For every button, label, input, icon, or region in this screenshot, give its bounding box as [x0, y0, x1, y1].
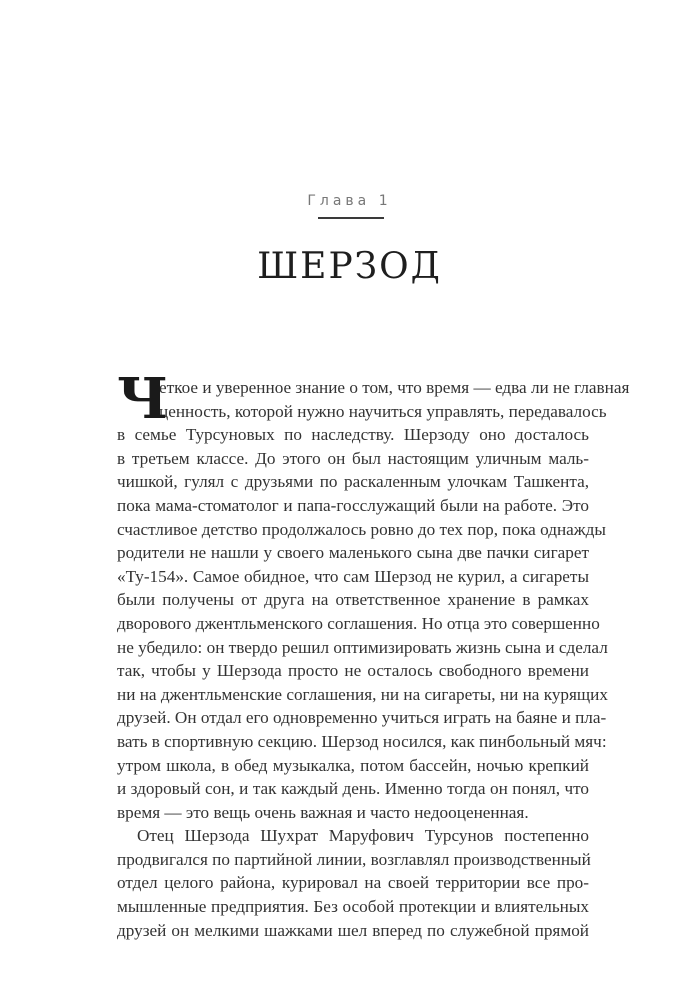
text-line: еткое и уверенное знание о том, что время — едва ли не главная: [159, 378, 630, 397]
text-line: чишкой, гулял с друзьями по раскаленным улочкам Ташкента,: [117, 472, 589, 492]
text-line: ценность, которой нужно научиться управлять, передавалось: [159, 401, 607, 421]
text-line: мышленные предприятия. Без особой протекции и влиятельных: [117, 897, 589, 917]
text-line: вать в спортивную секцию. Шерзод носился, как пинбольный мяч:: [117, 731, 607, 751]
text-line: утром школа, в обед музыкалка, потом бассейн, ночью крепкий: [117, 755, 589, 775]
text-line: ни на джентльменские соглашения, ни на сигареты, ни на курящих: [117, 684, 608, 704]
text-line: друзей. Он отдал его одновременно учиться играть на баяне и пла-: [117, 708, 607, 728]
drop-cap: Ч: [117, 366, 169, 432]
text-line: Отец Шерзода Шухрат Маруфович Турсунов постепенно: [137, 826, 589, 846]
text-line: продвигался по партийной линии, возглавлял производственный: [117, 849, 591, 869]
chapter-title: ШЕРЗОД: [257, 246, 442, 287]
text-line: и здоровый сон, и так каждый день. Именно тогда он понял, что: [117, 779, 589, 799]
text-line: не убедило: он твердо решил оптимизировать жизнь сына и сделал: [117, 637, 608, 657]
chapter-body: [117, 366, 630, 942]
text-line: дворового джентльменского соглашения. Но отца это совершенно: [117, 613, 600, 633]
text-line: пока мама-стоматолог и папа-госслужащий были на работе. Это: [117, 495, 589, 515]
text-line: так, чтобы у Шерзода просто не осталось свободного времени: [117, 661, 589, 681]
chapter-label: Глава 1: [307, 193, 392, 209]
text-line: родители не нашли у своего маленького сына две пачки сигарет: [117, 543, 589, 563]
text-line: отдел целого района, курировал на своей территории все про-: [117, 873, 589, 893]
chapter-divider: [318, 217, 384, 219]
text-line: счастливое детство продолжалось ровно до тех пор, пока однажды: [117, 519, 606, 539]
paragraph-2: [117, 824, 589, 942]
text-line: были получены от друга на ответственное хранение в рамках: [117, 590, 589, 610]
text-line: «Ту-154». Самое обидное, что сам Шерзод не курил, а сигареты: [117, 566, 589, 586]
text-line: в третьем классе. До этого он был настоящим уличным маль-: [117, 448, 589, 468]
text-line: друзей он мелкими шажками шел вперед по служебной прямой: [117, 920, 589, 940]
text-line: время — это вещь очень важная и часто недооцененная.: [117, 802, 529, 822]
paragraph-1: [117, 366, 630, 824]
text-line: в семье Турсуновых по наследству. Шерзоду оно досталось: [117, 425, 589, 445]
